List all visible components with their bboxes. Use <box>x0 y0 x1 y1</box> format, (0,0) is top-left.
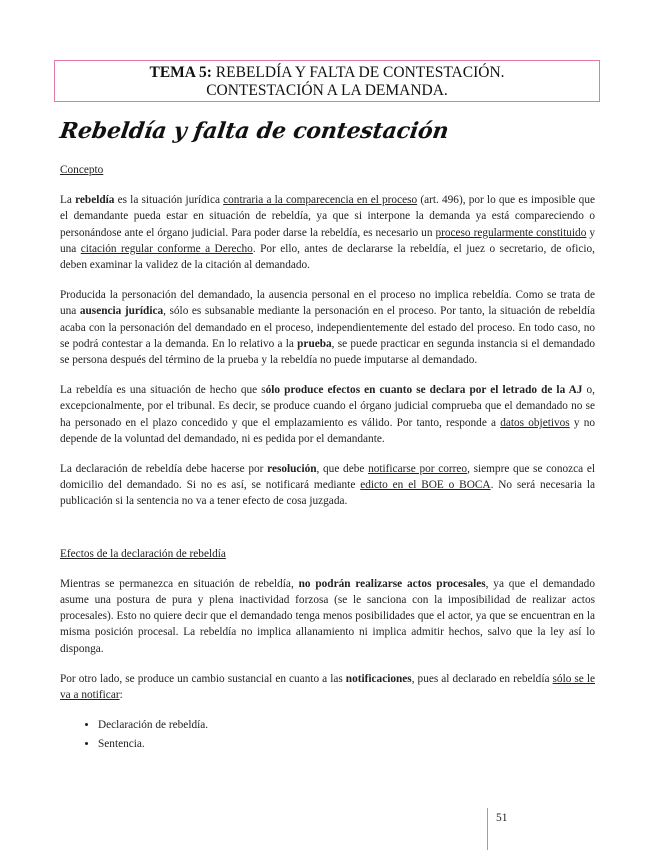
page-number: 51 <box>487 808 508 850</box>
list-item: • Declaración de rebeldía. <box>98 717 595 733</box>
title-line-1 <box>55 64 599 82</box>
paragraph-concepto-1: La rebeldía es la situación jurídica contraria a la comparecencia en el proceso (art. 496), por lo que es imposible que el demandante pueda estar en situación de rebeldía, ya que si interpone la demanda ya está compareciendo o personándose ante el órgano judicial. Para poder darse la rebeldía, es necesario un proceso regularmente constituido y una citación regular conforme a Derecho. Por ello, antes de declararse la rebeldía, el juez o secretario, de oficio, deben examinar la validez de la citación al demandado. <box>60 194 595 272</box>
title-box <box>54 60 600 102</box>
title-text-1: REBELDÍA Y FALTA DE CONTESTACIÓN. <box>215 64 505 81</box>
paragraph-concepto-4: La declaración de rebeldía debe hacerse por resolución, que debe notificarse por correo, siempre que se conozca el domicilio del demandado. Si no es así, se notificará mediante edicto en el BOE o BOCA. No será necesaria la publicación si la sentencia no va a tener efecto de cosa juzgada. <box>60 463 596 508</box>
title-line-2: CONTESTACIÓN A LA DEMANDA. <box>206 82 448 99</box>
paragraph-efectos-1: Mientras se permanezca en situación de rebeldía, no podrán realizarse actos procesales, ya que el demandado asume una postura de pura y plena inactividad forzosa (se le sanciona con la imposibilidad de realizar actos procesales). Esto no quiere decir que el demandado tenga menos posibilidades que el actor, ya que se encuentran en la misma posición procesal. La rebeldía no implica allanamiento ni implica admitir hechos, salvo que la ley así lo disponga. <box>60 577 595 655</box>
section-spacer <box>60 524 595 546</box>
subheading-concepto: Concepto <box>60 164 104 176</box>
paragraph-efectos-2: Por otro lado, se produce un cambio sustancial en cuanto a las notificaciones, pues al declarado en rebeldía sólo se le va a notificar: <box>60 672 595 702</box>
title-prefix: TEMA 5: <box>149 64 212 81</box>
document-body <box>60 162 595 756</box>
paragraph-concepto-3: La rebeldía es una situación de hecho que sólo produce efectos en cuanto se declara por el letrado de la AJ o, excepcionalmente, por el tribunal. Es decir, se produce cuando el órgano judicial comprueba que el demandado no se ha personado en el plazo concedido y que el emplazamiento es válido. Por tanto, responde a datos objetivos y no depende de la voluntad del demandado, ni es pedida por el demandante. <box>60 384 595 445</box>
paragraph-concepto-2: Producida la personación del demandado, la ausencia personal en el proceso no implica rebeldía. Como se trata de una ausencia jurídica, sólo es subsanable mediante la personación en el proceso. Por tanto, la situación de rebeldía acaba con la personación del demandado en el proceso, independientemente del estado del proceso. En todo caso, no se podrá contestar a la demanda. En lo relativo a la prueba, se puede practicar en segunda instancia si el demandado se persona después del término de la prueba y la rebeldía no puede imputarse al demandado. <box>60 289 595 367</box>
section-heading: Rebeldía y falta de contestación <box>58 118 451 144</box>
notification-list <box>60 717 595 752</box>
subheading-efectos: Efectos de la declaración de rebeldía <box>60 547 226 560</box>
list-item: • Sentencia. <box>98 736 595 752</box>
